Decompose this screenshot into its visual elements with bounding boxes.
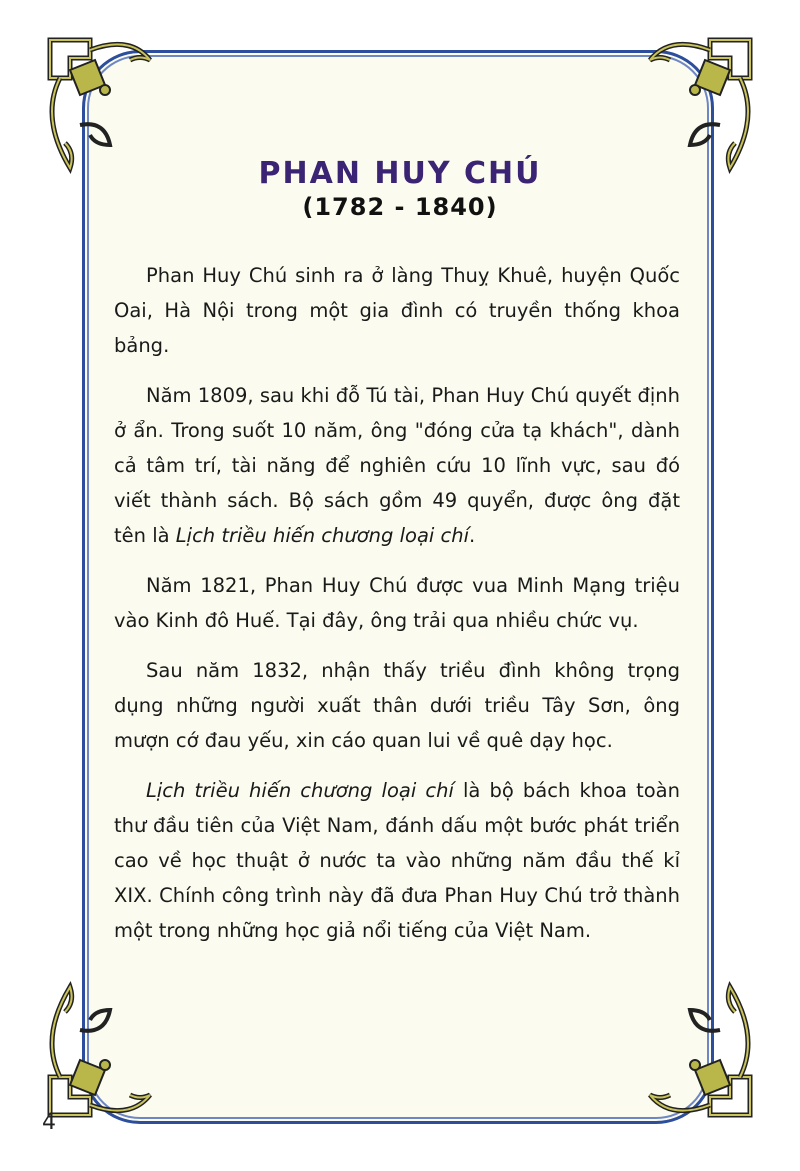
page-number: 4 [42,1110,56,1135]
paragraph-5 [114,773,680,948]
corner-ornament-icon [640,975,770,1125]
paragraph-2-end: . [469,524,476,547]
paragraph-3: Năm 1821, Phan Huy Chú được vua Minh Mạng triệu vào Kinh đô Huế. Tại đây, ông trải qua nhiều chức vụ. [114,574,680,632]
paragraph-2 [114,378,680,553]
book-title: Lịch triều hiến chương loại chí [175,524,470,547]
book-title: Lịch triều hiến chương loại chí [146,779,454,802]
paragraph-1: Phan Huy Chú sinh ra ở làng Thuỵ Khuê, huyện Quốc Oai, Hà Nội trong một gia đình có truyền thống khoa bảng. [114,264,680,357]
corner-ornament-icon [30,975,160,1125]
life-years: (1782 - 1840) [302,193,498,221]
paragraph-5-text: là bộ bách khoa toàn thư đầu tiên của Việt Nam, đánh dấu một bước phát triển cao về học thuật ở nước ta vào những năm đầu thế kỉ XIX. Chính công trình này đã đưa Phan Huy Chú trở thành một trong những học giả nổi tiếng của Việt Nam. [114,779,680,942]
paragraph-2-text: Năm 1809, sau khi đỗ Tú tài, Phan Huy Chú quyết định ở ẩn. Trong suốt 10 năm, ông "đóng cửa tạ khách", dành cả tâm trí, tài năng để nghiên cứu 10 lĩnh vực, sau đó viết thành sách. Bộ sách gồm 49 quyển, được ông đặt tên là [114,384,680,547]
page-title: PHAN HUY CHÚ [258,156,542,191]
article-body [114,258,680,963]
paragraph-4: Sau năm 1832, nhận thấy triều đình không trọng dụng những người xuất thân dưới triều Tây Sơn, ông mượn cớ đau yếu, xin cáo quan lui về quê dạy học. [114,659,680,752]
